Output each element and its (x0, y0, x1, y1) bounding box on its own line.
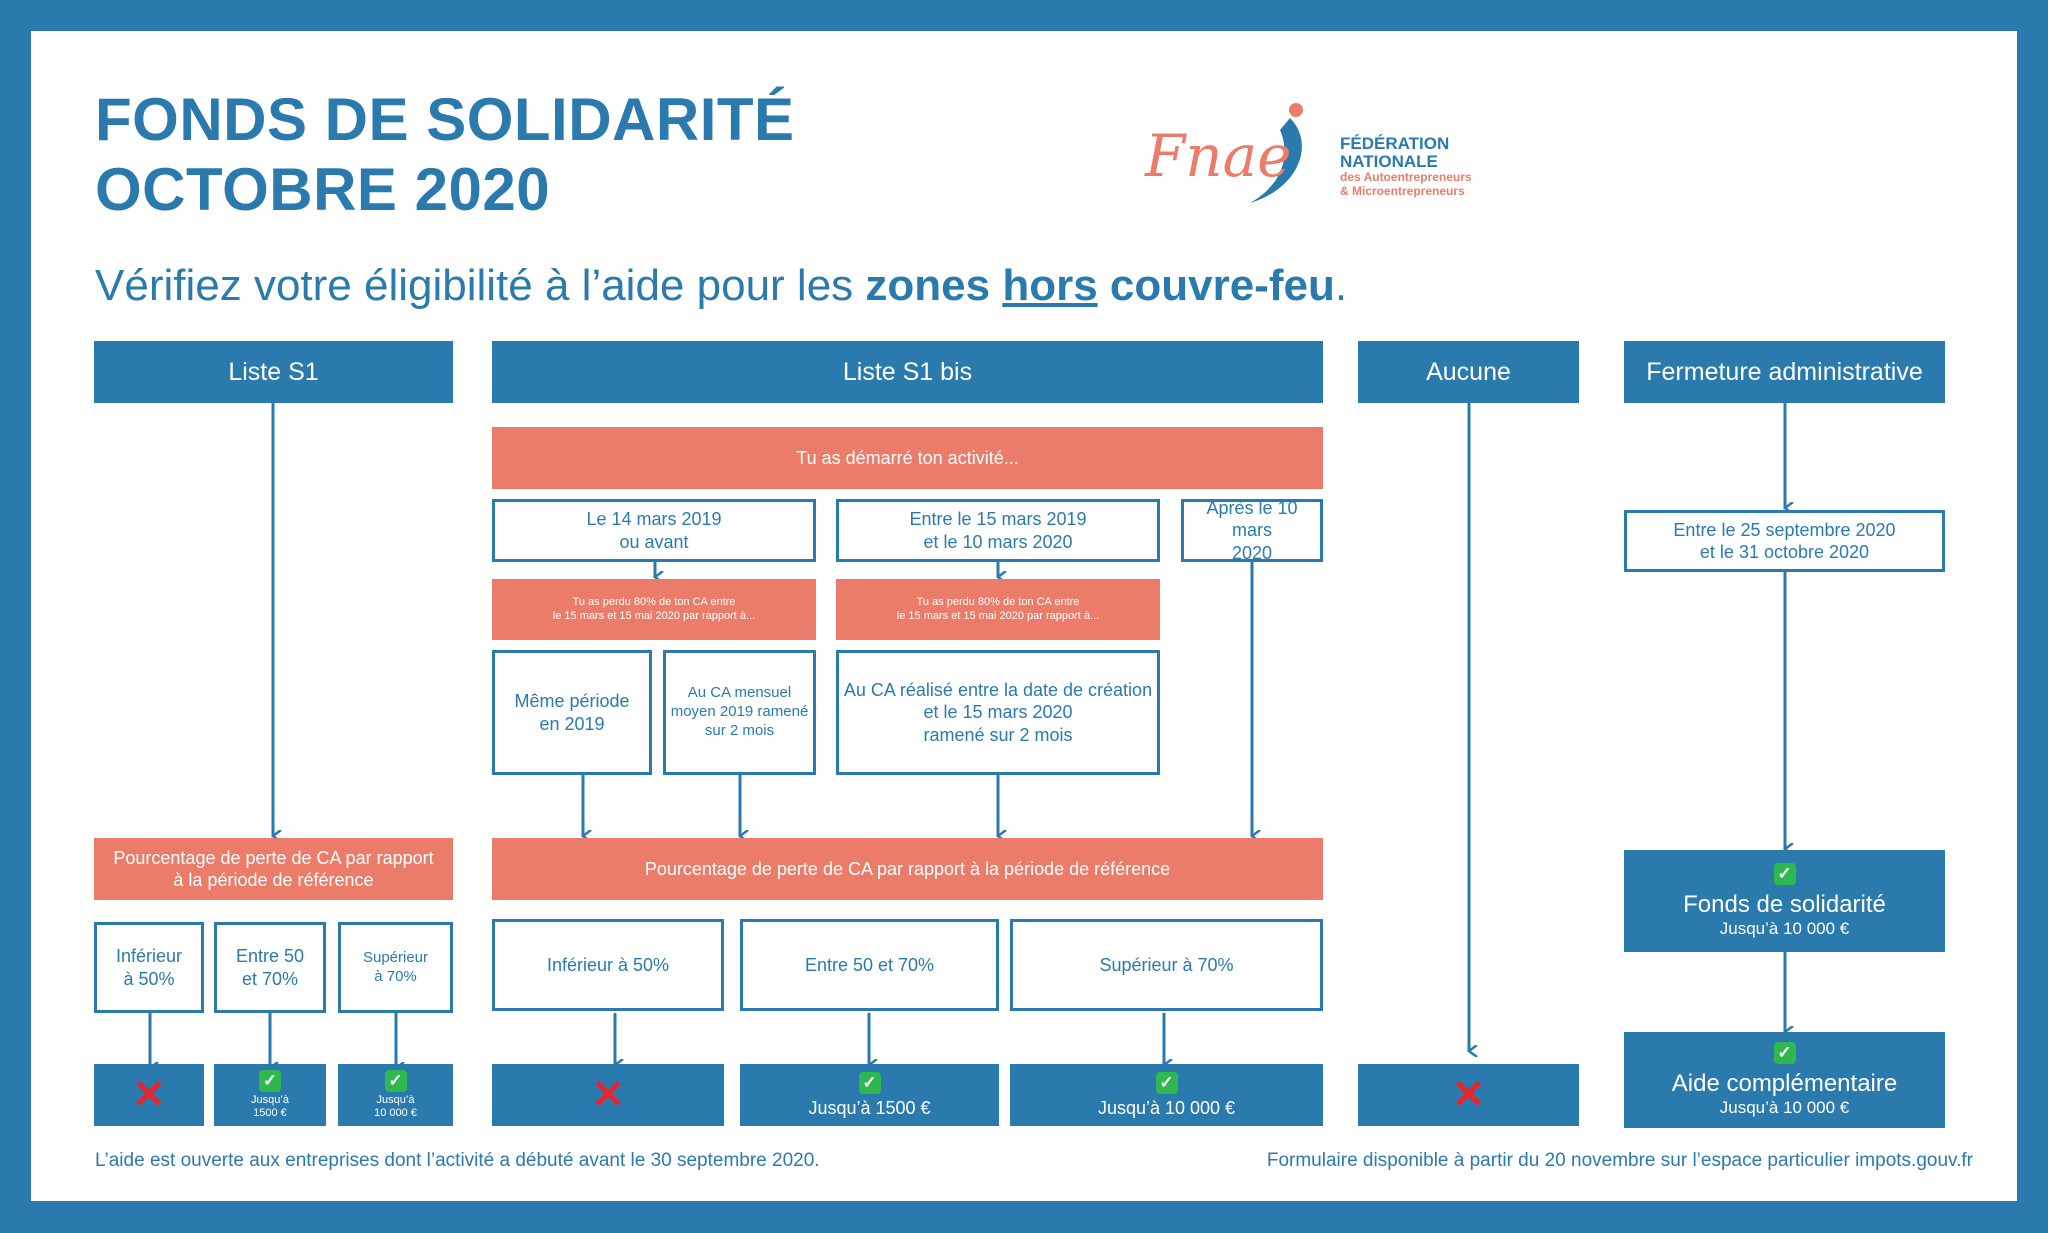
s1bis-option-50-70: Entre 50 et 70% (740, 919, 999, 1011)
s1-result-1500-text: Jusqu’à 1500 € (251, 1094, 289, 1119)
s1-option-50-70: Entre 50 et 70% (214, 922, 326, 1013)
header-aucune: Aucune (1358, 341, 1579, 403)
check-icon: ✓ (1774, 863, 1796, 885)
logo-line-1: FÉDÉRATION (1340, 134, 1450, 153)
s1bis-date-before-2019: Le 14 mars 2019 ou avant (492, 499, 816, 562)
svg-text:Fnae: Fnae (1145, 122, 1292, 190)
logo-line-3: des Autoentrepreneurs (1340, 170, 1472, 184)
footer-note-right: Formulaire disponible à partir du 20 novembre sur l’espace particulier impots.gouv.fr (1266, 1150, 1973, 1171)
s1-option-below-50: Inférieur à 50% (94, 922, 204, 1013)
subtitle-part-2: zones (865, 261, 1003, 310)
s1-loss-box: Pourcentage de perte de CA par rapport à la période de référence (94, 838, 453, 900)
s1bis-lost-box-1: Tu as perdu 80% de ton CA entre le 15 mars et 15 mai 2020 par rapport à... (492, 579, 816, 640)
title-line-1: FONDS DE SOLIDARITÉ (95, 86, 795, 153)
s1bis-result-1500-text: Jusqu’à 1500 € (808, 1097, 931, 1118)
subtitle-part-5: . (1334, 261, 1348, 310)
check-icon: ✓ (859, 1072, 881, 1094)
check-icon: ✓ (1774, 1042, 1796, 1064)
s1bis-start-box: Tu as démarré ton activité... (492, 427, 1323, 489)
s1bis-ref-since-creation: Au CA réalisé entre la date de création et le 15 mars 2020 ramené sur 2 mois (836, 650, 1160, 775)
s1bis-ref-same-period: Même période en 2019 (492, 650, 652, 775)
subtitle-part-3: hors (1002, 261, 1098, 310)
aide-amount: Jusqu’à 10 000 € (1719, 1098, 1850, 1118)
s1bis-ref-monthly-avg: Au CA mensuel moyen 2019 ramené sur 2 mois (663, 650, 816, 775)
cross-icon: ✕ (1451, 1073, 1486, 1117)
s1-result-10000 (338, 1064, 453, 1126)
fonds-title: Fonds de solidarité (1683, 891, 1886, 919)
s1-result-10000-text: Jusqu’à 10 000 € (374, 1094, 417, 1119)
logo-line-4: & Microentrepreneurs (1340, 184, 1465, 198)
s1bis-result-10000 (1010, 1064, 1323, 1126)
header-liste-s1: Liste S1 (94, 341, 453, 403)
s1bis-date-2019-2020: Entre le 15 mars 2019 et le 10 mars 2020 (836, 499, 1160, 562)
cross-icon: ✕ (591, 1073, 625, 1117)
footer-note-left: L’aide est ouverte aux entreprises dont l’activité a débuté avant le 30 septembre 2020. (95, 1150, 820, 1171)
s1bis-result-10000-text: Jusqu’à 10 000 € (1097, 1097, 1236, 1118)
subtitle-part-1: Vérifiez votre éligibilité à l’aide pour les (95, 261, 866, 310)
header-fermeture-administrative: Fermeture administrative (1624, 341, 1945, 403)
fermeture-result-fonds (1624, 850, 1945, 952)
aide-title: Aide complémentaire (1671, 1070, 1898, 1098)
cross-icon: ✕ (132, 1073, 166, 1117)
s1bis-lost-box-2: Tu as perdu 80% de ton CA entre le 15 mars et 15 mai 2020 par rapport à... (836, 579, 1160, 640)
title-line-2: OCTOBRE 2020 (95, 156, 551, 223)
s1bis-option-above-70: Supérieur à 70% (1010, 919, 1323, 1011)
s1bis-result-ineligible (492, 1064, 724, 1126)
s1bis-date-after-2020: Après le 10 mars 2020 (1181, 499, 1323, 562)
header-liste-s1-bis: Liste S1 bis (492, 341, 1323, 403)
check-icon: ✓ (385, 1070, 407, 1092)
aucune-result-ineligible (1358, 1064, 1579, 1126)
fermeture-date-box: Entre le 25 septembre 2020 et le 31 octobre 2020 (1624, 510, 1945, 572)
subtitle-part-4: couvre-feu (1097, 261, 1335, 310)
check-icon: ✓ (259, 1070, 281, 1092)
s1-option-above-70: Supérieur à 70% (338, 922, 453, 1013)
s1-result-ineligible (94, 1064, 204, 1126)
fermeture-result-aide (1624, 1032, 1945, 1128)
s1-result-1500 (214, 1064, 326, 1126)
check-icon: ✓ (1156, 1072, 1178, 1094)
s1bis-option-below-50: Inférieur à 50% (492, 919, 724, 1011)
fonds-amount: Jusqu’à 10 000 € (1719, 919, 1850, 939)
s1bis-result-1500 (740, 1064, 999, 1126)
logo-line-2: NATIONALE (1340, 152, 1438, 171)
s1bis-loss-box: Pourcentage de perte de CA par rapport à la période de référence (492, 838, 1323, 900)
